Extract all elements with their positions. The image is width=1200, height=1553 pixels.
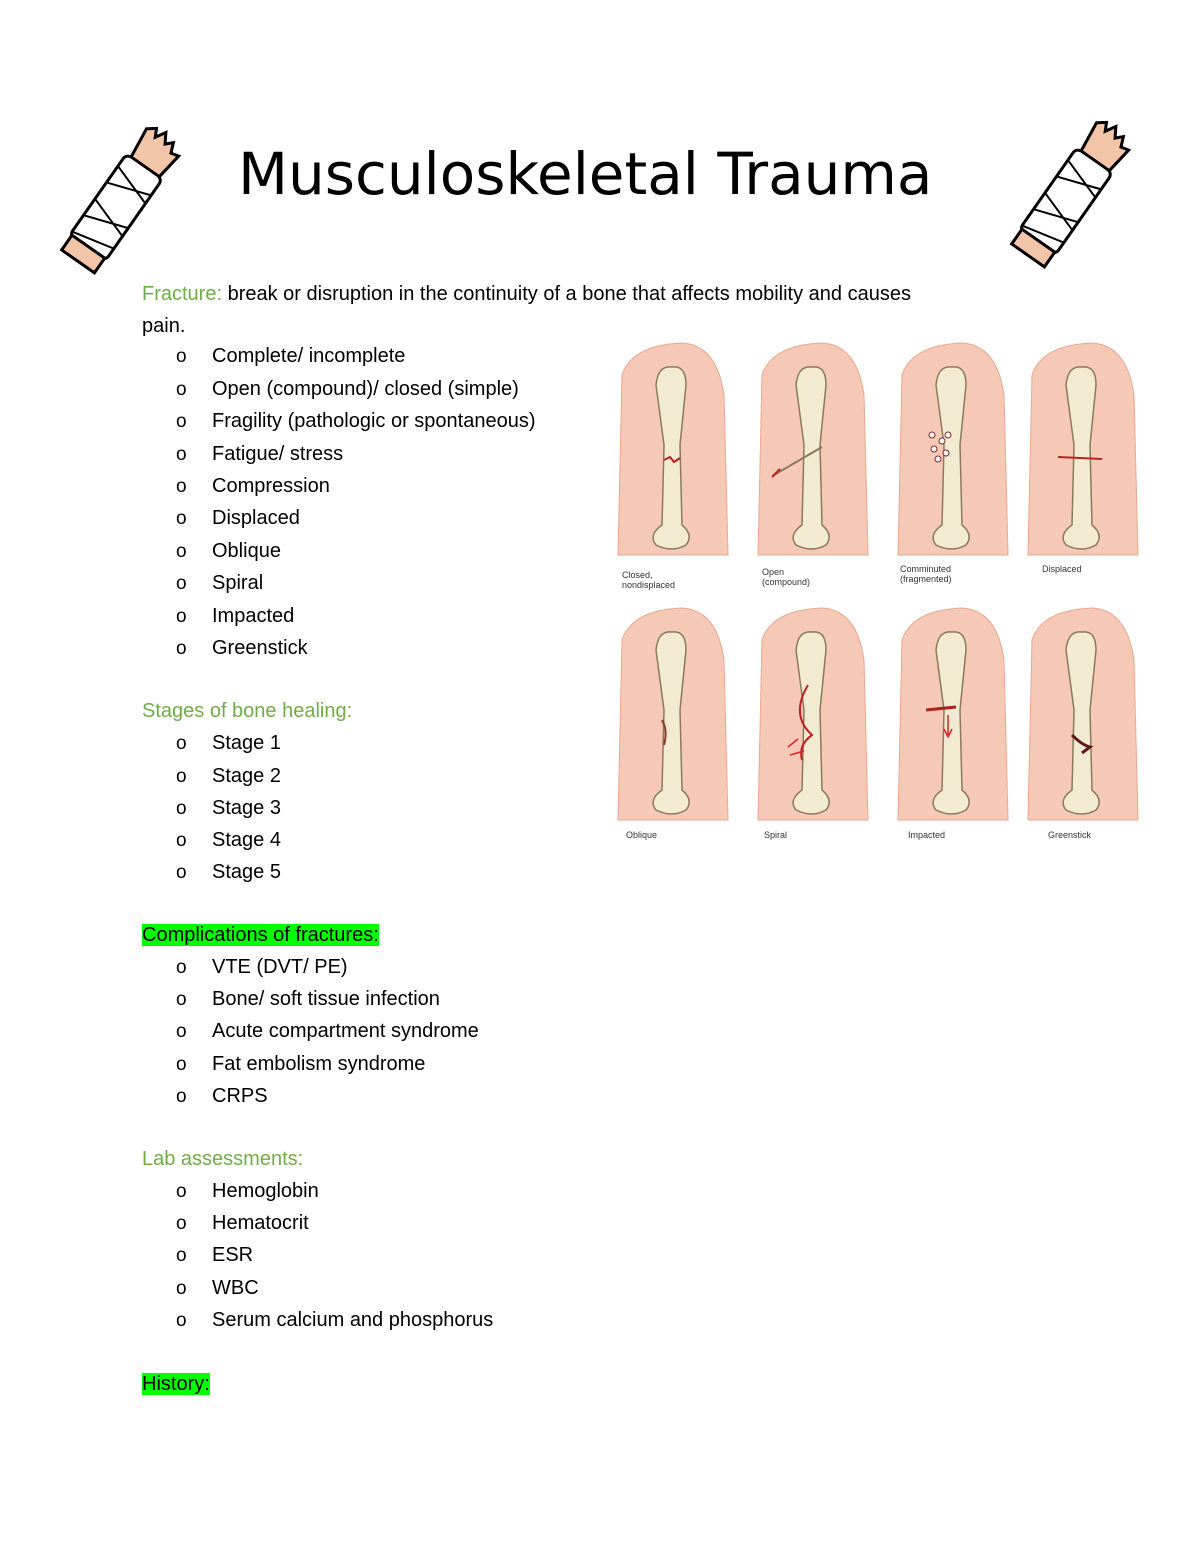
caption: Open — [762, 567, 785, 577]
caption: Spiral — [764, 830, 788, 840]
caption: Closed, — [622, 570, 653, 580]
arm-cast-icon-right — [990, 112, 1150, 272]
list-item: o Stage 3 — [176, 797, 281, 819]
list-item: o Impacted — [176, 605, 295, 627]
list-item: o Stage 2 — [176, 765, 281, 787]
list-item: o ESR — [176, 1244, 254, 1266]
list-item: o CRPS — [176, 1085, 268, 1107]
spiral-fracture — [758, 608, 868, 840]
fracture-types-illustration — [612, 335, 1142, 847]
history-heading: History: — [142, 1373, 210, 1395]
list-item: o Spiral — [176, 572, 264, 594]
caption: (compound) — [762, 577, 811, 587]
fracture-definition-text: break or disruption in the continuity of a bone that affects mobility and causes — [222, 283, 911, 305]
fracture-definition-cont: pain. — [142, 315, 186, 337]
caption: Comminuted — [900, 564, 952, 574]
list-item: o Greenstick — [176, 637, 308, 659]
list-item: o Open (compound)/ closed (simple) — [176, 378, 519, 400]
list-item: o Stage 5 — [176, 861, 281, 883]
closed-nondisplaced-fracture — [618, 343, 728, 590]
caption: Displaced — [1042, 564, 1082, 574]
list-item: o Complete/ incomplete — [176, 345, 406, 367]
page-title: Musculoskeletal Trauma — [238, 140, 933, 208]
list-item: o Hematocrit — [176, 1212, 309, 1234]
list-item: o Compression — [176, 475, 330, 497]
list-item: o Fatigue/ stress — [176, 443, 344, 465]
oblique-fracture — [618, 608, 728, 840]
list-item: o VTE (DVT/ PE) — [176, 956, 348, 978]
list-item: o WBC — [176, 1277, 259, 1299]
list-item: o Stage 1 — [176, 732, 281, 754]
caption: (fragmented) — [900, 574, 952, 584]
arm-cast-icon-left — [40, 118, 200, 278]
caption: Greenstick — [1048, 830, 1092, 840]
impacted-fracture — [898, 608, 1008, 840]
list-item: o Serum calcium and phosphorus — [176, 1309, 494, 1331]
caption: Oblique — [626, 830, 658, 840]
greenstick-fracture — [1028, 608, 1138, 840]
list-item: o Hemoglobin — [176, 1180, 319, 1202]
list-item: o Fragility (pathologic or spontaneous) — [176, 410, 536, 432]
list-item: o Oblique — [176, 540, 281, 562]
fracture-term: Fracture: — [142, 283, 223, 305]
caption: nondisplaced — [622, 580, 676, 590]
displaced-fracture — [1028, 343, 1138, 574]
list-item: o Acute compartment syndrome — [176, 1020, 479, 1042]
list-item: o Stage 4 — [176, 829, 281, 851]
labs-heading: Lab assessments: — [142, 1148, 304, 1170]
healing-heading: Stages of bone healing: — [142, 700, 353, 722]
list-item: o Fat embolism syndrome — [176, 1053, 426, 1075]
fracture-definition — [142, 283, 911, 306]
caption: Impacted — [908, 830, 946, 840]
list-item: o Bone/ soft tissue infection — [176, 988, 440, 1010]
complications-heading: Complications of fractures: — [142, 924, 379, 946]
list-item: o Displaced — [176, 507, 300, 529]
open-compound-fracture — [758, 343, 868, 587]
comminuted-fracture — [898, 343, 1008, 584]
